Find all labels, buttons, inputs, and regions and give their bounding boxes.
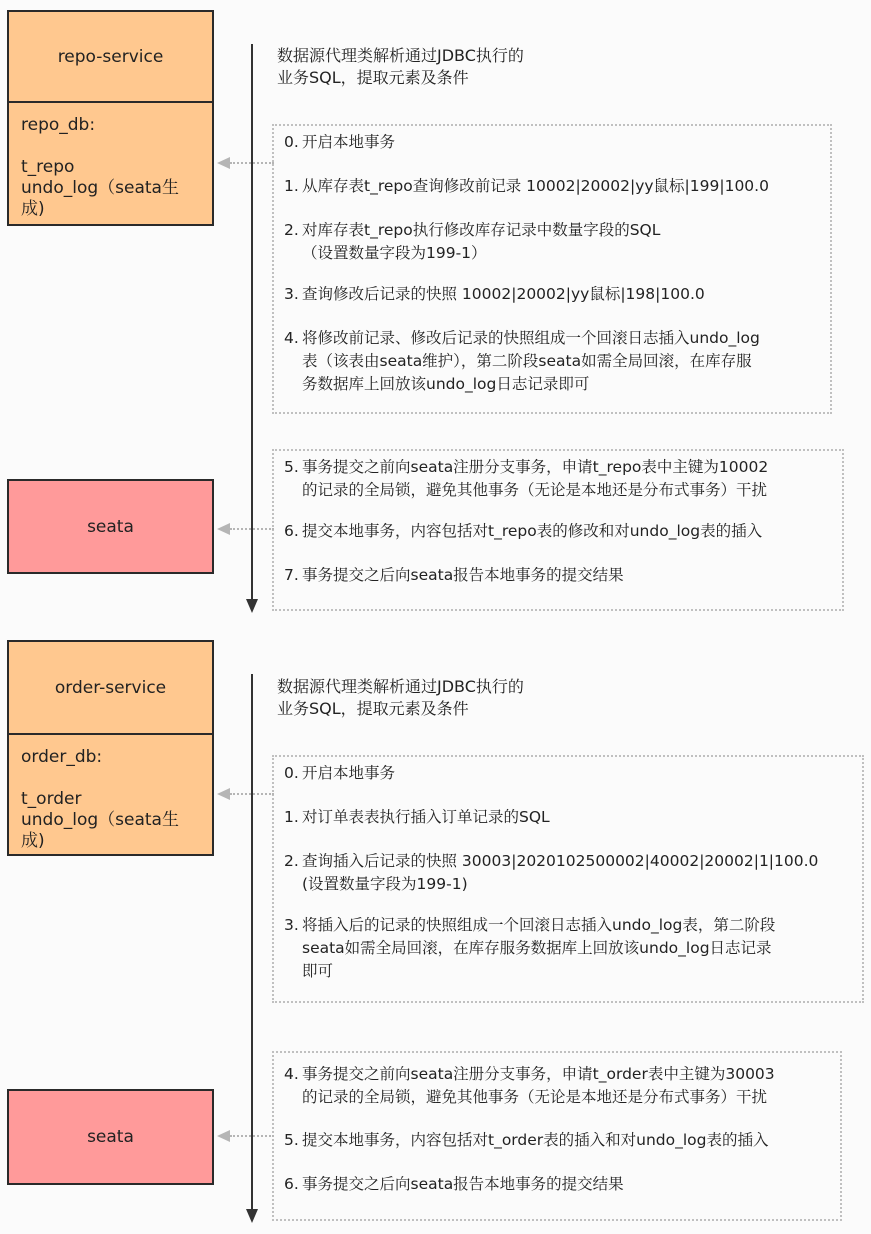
seata-box-top <box>7 479 214 574</box>
seata-label-top: seata <box>87 516 134 537</box>
order-step-5: 5. 提交本地事务，内容包括对t_order表的插入和对undo_log表的插入 <box>284 1131 769 1149</box>
timeline-top-arrowhead <box>246 599 258 613</box>
bottom-header-line1: 数据源代理类解析通过JDBC执行的 <box>277 677 524 696</box>
timeline-bottom <box>251 674 253 1210</box>
repo-undo-log-line2: 成) <box>21 199 45 219</box>
step-0: 0. 开启本地事务 <box>284 133 396 151</box>
step-7: 7. 事务提交之后向seata报告本地事务的提交结果 <box>284 566 624 584</box>
repo-service-label: repo-service <box>57 46 164 67</box>
order-undo-log-line1: undo_log（seata生 <box>21 810 179 830</box>
order-table-name: t_order <box>21 789 82 809</box>
top-seata-arrow-icon <box>217 523 230 535</box>
repo-table-name: t_repo <box>21 157 75 177</box>
bottom-header-line2: 业务SQL，提取元素及条件 <box>277 699 469 718</box>
order-step-0: 0. 开启本地事务 <box>284 764 396 782</box>
timeline-top <box>251 44 253 600</box>
repo-service-box <box>7 10 214 103</box>
bottom-seata-connector <box>230 1135 274 1137</box>
bottom-header-note <box>277 676 524 720</box>
step-5: 5. 事务提交之前向seata注册分支事务，申请t_repo表中主键为10002 的记录的全局锁，避免其他事务（无论是本地还是分布式事务）干扰 <box>284 458 769 499</box>
top-local-tx-box <box>272 124 832 414</box>
top-seata-connector <box>230 528 274 530</box>
top-commit-box <box>272 449 844 611</box>
order-step-3: 3. 将插入后的记录的快照组成一个回滚日志插入undo_log表，第二阶段 seata如需全局回滚，在库存服务数据库上回放该undo_log日志记录 即可 <box>284 916 776 980</box>
top-db-connector <box>230 162 274 164</box>
order-service-label: order-service <box>54 677 167 698</box>
order-db-box <box>7 733 214 856</box>
order-step-2: 2. 查询插入后记录的快照 30003|2020102500002|40002|20002|1|100.0 (设置数量字段为199-1) <box>284 852 819 893</box>
bottom-commit-box <box>272 1051 842 1221</box>
top-header-line1: 数据源代理类解析通过JDBC执行的 <box>277 46 524 65</box>
top-header-note <box>277 45 524 89</box>
step-4: 4. 将修改前记录、修改后记录的快照组成一个回滚日志插入undo_log 表（该表由seata维护），第二阶段seata如需全局回滚，在库存服 务数据库上回放该undo_log日志记录即可 <box>284 329 760 393</box>
order-db-name: order_db: <box>21 747 103 767</box>
bottom-local-tx-box <box>272 755 864 1003</box>
bottom-seata-arrow-icon <box>217 1130 230 1142</box>
repo-db-box <box>7 101 214 226</box>
step-3: 3. 查询修改后记录的快照 10002|20002|yy鼠标|198|100.0 <box>284 285 705 303</box>
step-6: 6. 提交本地事务，内容包括对t_repo表的修改和对undo_log表的插入 <box>284 522 763 540</box>
step-2: 2. 对库存表t_repo执行修改库存记录中数量字段的SQL （设置数量字段为199-1） <box>284 221 661 262</box>
order-step-4: 4. 事务提交之前向seata注册分支事务，申请t_order表中主键为30003 的记录的全局锁，避免其他事务（无论是本地还是分布式事务）干扰 <box>284 1065 775 1106</box>
bottom-db-connector <box>230 793 274 795</box>
seata-box-bottom <box>7 1089 214 1185</box>
repo-db-name: repo_db: <box>21 115 96 135</box>
order-step-6: 6. 事务提交之后向seata报告本地事务的提交结果 <box>284 1175 624 1193</box>
repo-undo-log-line1: undo_log（seata生 <box>21 178 179 198</box>
step-1: 1. 从库存表t_repo查询修改前记录 10002|20002|yy鼠标|199|100.0 <box>284 177 769 195</box>
order-undo-log-line2: 成) <box>21 831 45 851</box>
seata-label-bottom: seata <box>87 1127 134 1147</box>
order-step-1: 1. 对订单表表执行插入订单记录的SQL <box>284 808 550 826</box>
order-service-box <box>7 640 214 735</box>
bottom-db-arrow-icon <box>217 788 230 800</box>
timeline-bottom-arrowhead <box>246 1209 258 1223</box>
top-db-arrow-icon <box>217 157 230 169</box>
top-header-line2: 业务SQL，提取元素及条件 <box>277 68 469 87</box>
